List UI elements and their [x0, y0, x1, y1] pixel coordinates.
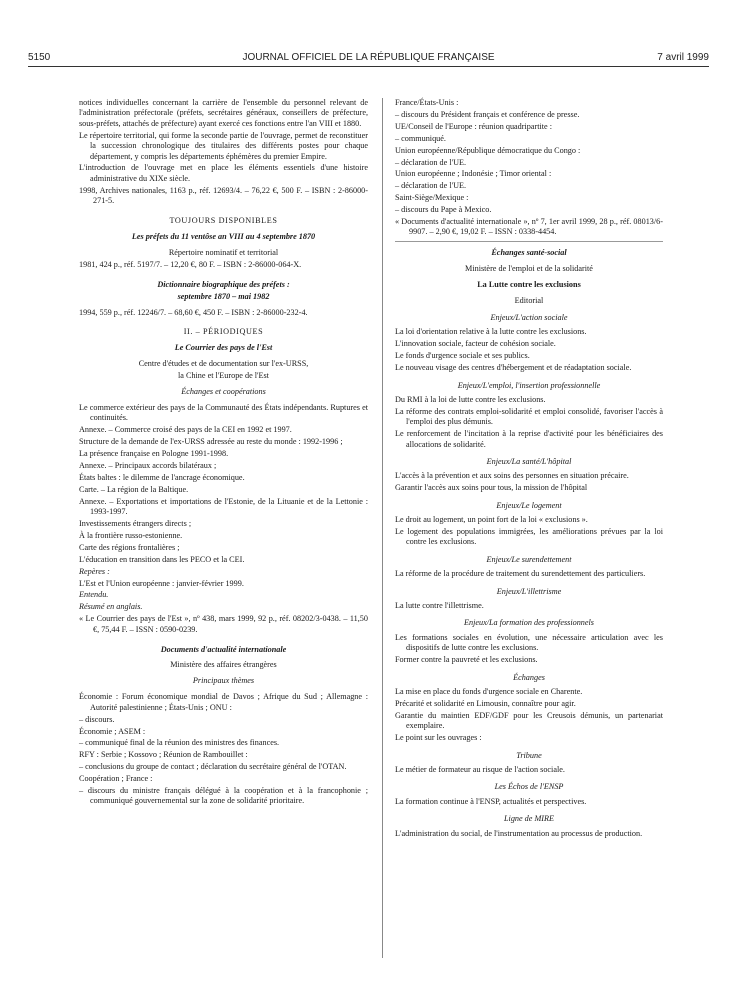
courrier-item: Investissements étrangers directs ;	[79, 519, 192, 528]
enjeux-sections	[395, 313, 663, 839]
enjeux-section	[395, 501, 663, 548]
theme-line: RFY : Serbie ; Kossovo ; Réunion de Rambouillet :	[79, 750, 248, 760]
section-rule	[395, 241, 663, 242]
section-heading: Les Échos de l'ENSP	[494, 782, 564, 792]
page-number: 5150	[28, 52, 51, 63]
section-item: Le métier de formateur au risque de l'action sociale.	[395, 764, 565, 774]
courrier-item: Structure de la demande de l'ex-URSS adressée au reste du monde : 1992-1996 ;	[79, 437, 343, 447]
section-item: Le nouveau visage des centres d'hébergement et de réadaptation sociale.	[395, 363, 632, 373]
section-item: Les formations sociales en évolution, une nécessaire articulation avec les dispositifs de lutte contre les exclusions.	[395, 632, 663, 653]
docs-line: – communiqué.	[395, 133, 446, 143]
header-rule	[28, 66, 709, 67]
courrier-title: Le Courrier des pays de l'Est	[174, 343, 273, 353]
docs-line: – discours du Président français et conférence de presse.	[395, 109, 580, 119]
section-item: Garantie du maintien EDF/GDF pour les Creusois démunis, un partenariat exemplaire.	[395, 710, 663, 731]
section-item: La réforme de la procédure de traitement du surendettement des particuliers.	[395, 569, 646, 579]
section-heading: Ligne de MIRE	[503, 814, 555, 824]
sante-ministry: Ministère de l'emploi et de la solidarité	[465, 263, 593, 273]
section-heading: Tribune	[516, 750, 542, 760]
theme-line: – discours.	[79, 714, 115, 724]
section-heading: Enjeux/Le surendettement	[486, 554, 572, 564]
section-item: Du RMI à la loi de lutte contre les exclusions.	[395, 394, 546, 404]
enjeux-section	[395, 751, 663, 776]
intro-paragraph: notices individuelles concernant la carrière de l'ensemble du personnel relevant de l'administration préfectorale (préfets, secrétaires généraux, conseillers de préfecture, sous-préfets, attachés de préfecture) ayant exercé ces fonctions entre l'an VIII et 1880.	[79, 98, 368, 128]
courrier-sub-2: la Chine et l'Europe de l'Est	[178, 371, 269, 381]
courrier-items	[79, 403, 368, 565]
courrier-item: Annexe. – Exportations et importations de l'Estonie, de la Lituanie et de la Lettonie : 1993-1997.	[79, 496, 368, 517]
section-item: L'innovation sociale, facteur de cohésion sociale.	[395, 339, 556, 349]
periodiques-heading: II. – PÉRIODIQUES	[183, 327, 264, 337]
ref-prefets: 1981, 424 p., réf. 5197/7. – 12,20 €, 80 F. – ISBN : 2-86000-064-X.	[79, 259, 302, 269]
intro-paragraph: L'introduction de l'ouvrage met en place les éléments essentiels d'une histoire administrative du XIXe siècle.	[79, 163, 368, 183]
dict-title-2: septembre 1870 – mai 1982	[177, 291, 270, 301]
ref-courrier: « Le Courrier des pays de l'Est », nº 438, mars 1999, 92 p., réf. 08202/3-0438. – 11,50 €, 75,44 F. – ISSN : 0590-0239.	[79, 614, 368, 634]
docs-line: Union européenne/République démocratique du Congo :	[395, 145, 581, 155]
docs-line: – discours du Pape à Mexico.	[395, 205, 492, 215]
section-item: Le point sur les ouvrages :	[395, 733, 482, 743]
section-item: L'administration du social, de l'instrumentation au processus de production.	[395, 828, 643, 838]
section-item: Précarité et solidarité en Limousin, connaître pour agir.	[395, 698, 576, 708]
section-item: Garantir l'accès aux soins pour tous, la mission de l'hôpital	[395, 483, 588, 493]
section-item: Le logement des populations immigrées, les améliorations prévues par la loi contre les exclusions.	[395, 527, 663, 547]
sante-title: Échanges santé-social	[491, 247, 567, 257]
section-heading: Enjeux/La formation des professionnels	[463, 618, 594, 628]
section-heading: Enjeux/L'action sociale	[490, 313, 568, 322]
docs-line: Saint-Siège/Mexique :	[395, 193, 469, 203]
section-item: La loi d'orientation relative à la lutte contre les exclusions.	[395, 327, 587, 337]
column-divider	[382, 98, 383, 958]
section-heading: Enjeux/Le logement	[496, 500, 562, 510]
section-item: Le droit au logement, un point fort de la loi « exclusions ».	[395, 515, 588, 525]
section-heading: Échanges	[513, 672, 545, 682]
courrier-item: Annexe. – Principaux accords bilatéraux ;	[79, 460, 217, 470]
dict-title-1: Dictionnaire biographique des préfets :	[157, 279, 290, 289]
resume-label: Résumé en anglais.	[79, 602, 143, 612]
section-heading: Enjeux/L'illettrisme	[496, 586, 562, 596]
right-column	[395, 98, 663, 840]
section-item: La mise en place du fonds d'urgence sociale en Charente.	[395, 686, 583, 696]
journal-title: JOURNAL OFFICIEL DE LA RÉPUBLIQUE FRANÇAISE	[242, 52, 495, 63]
ref-docs: « Documents d'actualité internationale », nº 7, 1er avril 1999, 28 p., réf. 08013/6-9907. – 2,90 €, 19,02 F. – ISSN : 0338-4454.	[395, 217, 663, 237]
prefets-subtitle: Répertoire nominatif et territorial	[168, 247, 279, 257]
intro-block	[79, 98, 368, 184]
courrier-item: Le commerce extérieur des pays de la Communauté des États indépendants. Ruptures et continuités.	[79, 402, 368, 423]
docs-line: – déclaration de l'UE.	[395, 157, 467, 167]
courrier-item: L'éducation en transition dans les PECO et la CEI.	[79, 554, 245, 564]
themes-heading: Principaux thèmes	[192, 676, 255, 686]
section-heading: Enjeux/L'emploi, l'insertion professionnelle	[457, 380, 601, 390]
section-item: Le renforcement de l'incitation à la reprise d'activité pour les bénéficiaires des allocations de solidarité.	[395, 429, 663, 449]
issue-date: 7 avril 1999	[657, 52, 709, 63]
left-column	[79, 98, 368, 808]
editorial-label: Editorial	[514, 295, 544, 305]
section-item: La réforme des contrats emploi-solidarité et emploi consolidé, favoriser l'accès à l'emploi des plus démunis.	[395, 406, 663, 427]
echanges-heading: Échanges et coopérations	[181, 387, 266, 397]
enjeux-section	[395, 381, 663, 450]
enjeux-section	[395, 457, 663, 494]
ref-dictionnaire: 1994, 559 p., réf. 12246/7. – 68,60 €, 450 F. – ISBN : 2-86000-232-4.	[79, 307, 308, 317]
theme-line: – discours du ministre français délégué à la coopération et à la francophonie ; communiqué gouvernemental sur la zone de solidarité prioritaire.	[79, 786, 368, 806]
section-item: Le fonds d'urgence sociale et ses publics.	[395, 351, 530, 361]
courrier-item: États baltes : le dilemme de l'ancrage économique.	[79, 472, 245, 482]
docs-line: France/États-Unis :	[395, 98, 459, 107]
section-item: La formation continue à l'ENSP, actualités et perspectives.	[395, 796, 587, 806]
courrier-item: À la frontière russo-estonienne.	[79, 530, 183, 540]
docs-ministry: Ministère des affaires étrangères	[170, 660, 277, 670]
courrier-item: Carte des régions frontalières ;	[79, 542, 180, 552]
courrier-item: Annexe. – Commerce croisé des pays de la CEI en 1992 et 1997.	[79, 425, 292, 435]
enjeux-section	[395, 782, 663, 807]
section-item: La lutte contre l'illettrisme.	[395, 601, 484, 611]
section-heading: Enjeux/La santé/L'hôpital	[486, 456, 572, 466]
docs-line: UE/Conseil de l'Europe : réunion quadripartite :	[395, 121, 552, 131]
enjeux-section	[395, 313, 663, 374]
courrier-item: Carte. – La région de la Baltique.	[79, 484, 189, 494]
theme-line: Économie ; ASEM :	[79, 726, 146, 736]
reperes-label: Repères :	[79, 566, 110, 576]
enjeux-section	[395, 587, 663, 612]
courrier-sub-1: Centre d'études et de documentation sur l'ex-URSS,	[138, 359, 309, 369]
docs-line: Union européenne ; Indonésie ; Timor oriental :	[395, 169, 552, 179]
lutte-title: La Lutte contre les exclusions	[477, 279, 581, 289]
courrier-item: La présence française en Pologne 1991-1998.	[79, 449, 229, 459]
ref-archives: 1998, Archives nationales, 1163 p., réf. 12693/4. – 76,22 €, 500 F. – ISBN : 2-86000-271-5.	[79, 185, 368, 206]
intro-paragraph: Le répertoire territorial, qui forme la seconde partie de l'ouvrage, permet de reconstituer la succession chronologique des titulaires des différents postes pour chaque département, y compris les départements éphémères du premier Empire.	[79, 130, 368, 161]
prefets-title: Les préfets du 11 ventôse an VIII au 4 septembre 1870	[131, 231, 316, 241]
docs-line: – déclaration de l'UE.	[395, 181, 467, 191]
theme-line: – communiqué final de la réunion des ministres des finances.	[79, 738, 280, 748]
theme-line: – conclusions du groupe de contact ; déclaration du secrétaire général de l'OTAN.	[79, 762, 347, 772]
theme-line: Coopération ; France :	[79, 774, 153, 784]
theme-line: Économie : Forum économique mondial de Davos ; Afrique du Sud ; Allemagne : Autorité palestinienne ; États-Unis ; ONU :	[79, 692, 368, 712]
toujours-disponibles: TOUJOURS DISPONIBLES	[169, 216, 278, 226]
enjeux-section	[395, 814, 663, 839]
enjeux-section	[395, 673, 663, 744]
docs-continued	[395, 98, 663, 216]
reperes-item: L'Est et l'Union européenne : janvier-février 1999.	[79, 578, 244, 588]
section-item: Former contre la pauvreté et les exclusions.	[395, 655, 538, 665]
enjeux-section	[395, 555, 663, 580]
section-item: L'accès à la prévention et aux soins des personnes en situation précaire.	[395, 471, 629, 481]
enjeux-section	[395, 618, 663, 665]
themes-list	[79, 692, 368, 807]
entendu-label: Entendu.	[79, 590, 109, 600]
docs-title: Documents d'actualité internationale	[160, 644, 287, 654]
